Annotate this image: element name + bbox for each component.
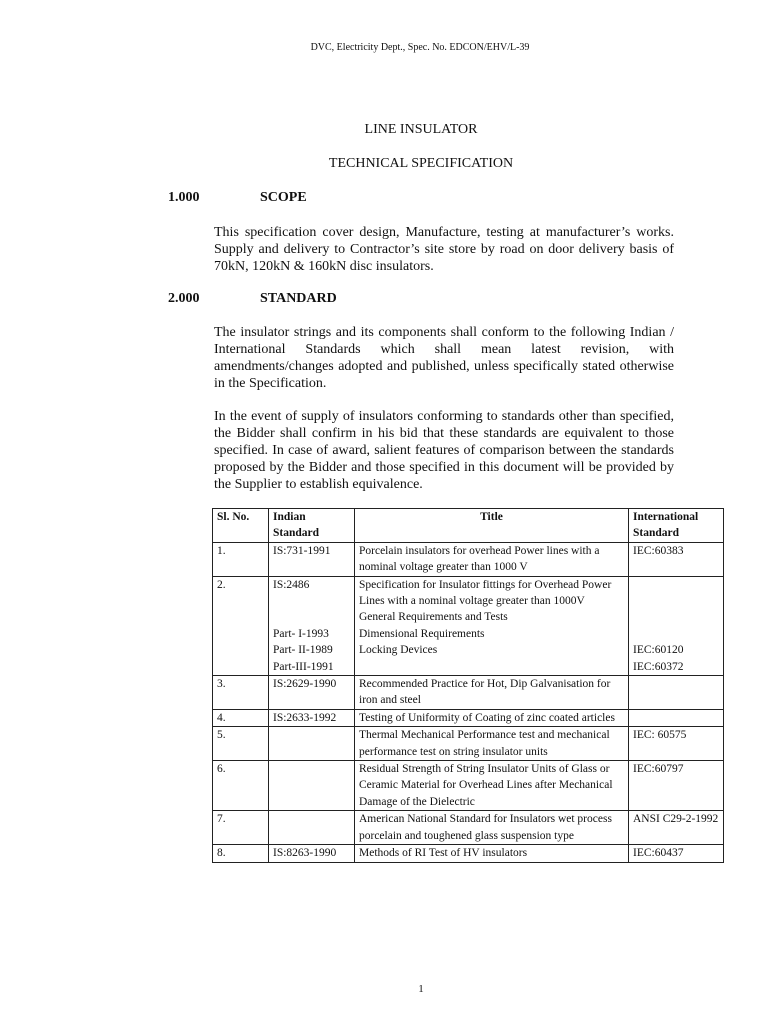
cell-sl: 5. bbox=[213, 727, 269, 761]
cell-indian-standard bbox=[269, 811, 355, 845]
cell-indian-standard: IS:2633-1992 bbox=[269, 709, 355, 726]
cell-title: Thermal Mechanical Performance test and mechanical performance test on string insulator units bbox=[355, 727, 629, 761]
table-row bbox=[213, 542, 724, 576]
cell-title: Testing of Uniformity of Coating of zinc coated articles bbox=[355, 709, 629, 726]
cell-sl: 3. bbox=[213, 676, 269, 710]
header-indian-standard-line2: Standard bbox=[273, 527, 320, 540]
cell-indian-standard bbox=[269, 576, 355, 675]
cell-international-standard: IEC:60383 bbox=[629, 542, 724, 576]
cell-sl: 1. bbox=[213, 542, 269, 576]
cell-international-standard: IEC: 60575 bbox=[629, 727, 724, 761]
cell-international-standard bbox=[629, 709, 724, 726]
table-header-row bbox=[213, 509, 724, 543]
cell-title-part-2: Dimensional Requirements bbox=[359, 627, 485, 640]
section-1-heading: SCOPE bbox=[260, 190, 307, 205]
header-indian-standard bbox=[269, 509, 355, 543]
section-2-number: 2.000 bbox=[168, 291, 200, 306]
section-2-heading: STANDARD bbox=[260, 291, 337, 306]
cell-is-part-2: Part- II-1989 bbox=[273, 644, 333, 657]
cell-sl: 7. bbox=[213, 811, 269, 845]
standard-paragraph-1: The insulator strings and its components shall conform to the following Indian / International Standards which shall mean latest revision, with amendments/changes adopted and published, unless specifically stated otherwise in the Specification. bbox=[214, 325, 674, 391]
cell-is-part-1: Part- I-1993 bbox=[273, 627, 329, 640]
cell-iec-part-3: IEC:60372 bbox=[633, 660, 684, 673]
cell-title: Methods of RI Test of HV insulators bbox=[355, 845, 629, 862]
header-international-line1: International bbox=[633, 511, 699, 523]
cell-indian-standard: IS:731-1991 bbox=[269, 542, 355, 576]
cell-sl: 8. bbox=[213, 845, 269, 862]
cell-sl: 6. bbox=[213, 761, 269, 811]
cell-sl: 4. bbox=[213, 709, 269, 726]
cell-indian-standard: IS:8263-1990 bbox=[269, 845, 355, 862]
document-title: LINE INSULATOR bbox=[364, 122, 478, 137]
page-number: 1 bbox=[418, 983, 424, 995]
cell-is-part-3: Part-III-1991 bbox=[273, 660, 334, 673]
cell-title: Porcelain insulators for overhead Power lines with a nominal voltage greater than 1000 V bbox=[355, 542, 629, 576]
cell-indian-standard bbox=[269, 761, 355, 811]
table-row bbox=[213, 676, 724, 710]
cell-international-standard: ANSI C29-2-1992 bbox=[629, 811, 724, 845]
standard-paragraph-2: In the event of supply of insulators conforming to standards other than specified, the Bidder shall confirm in his bid that these standards are equivalent to those specified. In case of award, salient features of comparison between the standards proposed by the Bidder and those specified in this document will be provided by the Supplier to establish equivalence. bbox=[214, 409, 674, 492]
cell-title bbox=[355, 576, 629, 675]
page-header: DVC, Electricity Dept., Spec. No. EDCON/EHV/L-39 bbox=[310, 42, 530, 53]
cell-title: American National Standard for Insulators wet process porcelain and toughened glass suspension type bbox=[355, 811, 629, 845]
document-subtitle: TECHNICAL SPECIFICATION bbox=[328, 156, 514, 171]
cell-indian-standard: IS:2629-1990 bbox=[269, 676, 355, 710]
cell-title-part-1: General Requirements and Tests bbox=[359, 611, 508, 624]
header-title: Title bbox=[355, 509, 629, 543]
table-row bbox=[213, 845, 724, 862]
cell-title: Recommended Practice for Hot, Dip Galvanisation for iron and steel bbox=[355, 676, 629, 710]
section-1-number: 1.000 bbox=[168, 190, 200, 205]
table-row bbox=[213, 709, 724, 726]
scope-paragraph: This specification cover design, Manufacture, testing at manufacturer’s works. Supply and delivery to Contractor’s site store by road on door delivery basis of 70kN, 120kN & 160kN disc insulators. bbox=[214, 225, 674, 274]
cell-iec-part-2: IEC:60120 bbox=[633, 644, 684, 657]
cell-is-main: IS:2486 bbox=[273, 578, 310, 591]
cell-title-part-3: Locking Devices bbox=[359, 644, 438, 657]
cell-international-standard bbox=[629, 676, 724, 710]
table-row bbox=[213, 811, 724, 845]
cell-international-standard: IEC:60437 bbox=[629, 845, 724, 862]
cell-indian-standard bbox=[269, 727, 355, 761]
table-row bbox=[213, 761, 724, 811]
header-indian-standard-line1: Indian bbox=[273, 511, 306, 523]
header-international-line2: Standard bbox=[633, 527, 680, 540]
cell-international-standard: IEC:60797 bbox=[629, 761, 724, 811]
table-row bbox=[213, 727, 724, 761]
standards-table bbox=[212, 508, 724, 863]
cell-international-standard bbox=[629, 576, 724, 675]
cell-title: Residual Strength of String Insulator Units of Glass or Ceramic Material for Overhead Lines after Mechanical Damage of the Dielectric bbox=[355, 761, 629, 811]
header-international-standard bbox=[629, 509, 724, 543]
header-sl-no: Sl. No. bbox=[213, 509, 269, 543]
table-row bbox=[213, 576, 724, 675]
cell-title-main: Specification for Insulator fittings for Overhead Power Lines with a nominal voltage greater than 1000V bbox=[359, 578, 612, 608]
cell-sl: 2. bbox=[213, 576, 269, 675]
